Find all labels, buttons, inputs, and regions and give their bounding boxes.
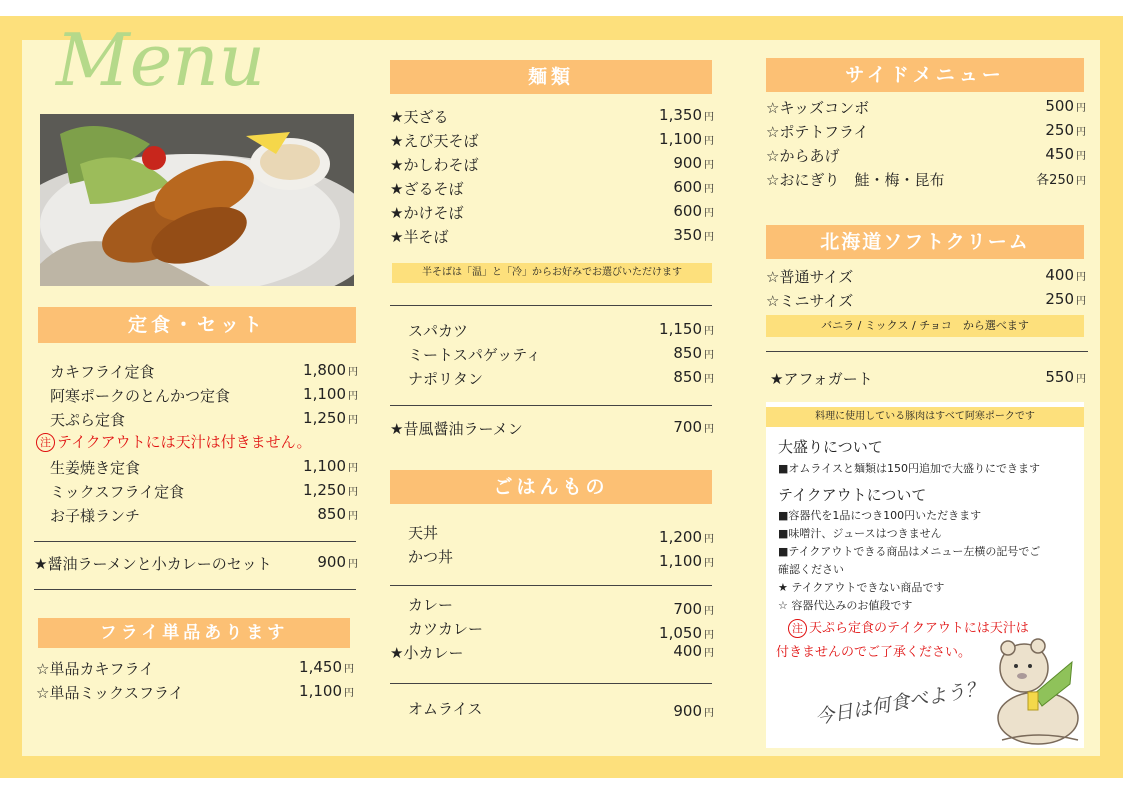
takeout-line: ■容器代を1品につき100円いただきます [778,509,982,522]
menu-item: お子様ランチ 850 円 [50,505,358,525]
menu-item: ★天ざる 1,350 円 [390,106,714,126]
bear-illustration [992,634,1082,746]
menu-item: ★小カレー 400 円 [390,642,714,662]
menu-item: ☆普通サイズ 400 円 [766,266,1086,286]
divider [766,351,1088,352]
menu-item-price: 700 円 [673,600,714,618]
menu-item: かつ丼 [408,548,454,566]
set-item: ★醤油ラーメンと小カレーのセット 900 円 [34,553,358,573]
menu-item: ☆ミニサイズ 250 円 [766,290,1086,310]
soba-note: 半そばは「温」と「冷」からお好みでお選びいただけます [392,263,712,283]
menu-item: 生姜焼き定食 1,100 円 [50,457,358,477]
menu-item-price: 1,050 円 [659,624,714,642]
takeout-title: テイクアウトについて [778,486,927,504]
menu-item: ★半そば 350 円 [390,226,714,246]
menu-item: ★ざるそば 600 円 [390,178,714,198]
menu-item: ミックスフライ定食 1,250 円 [50,481,358,501]
divider [390,405,712,406]
info-box [766,402,1084,748]
soft-header: 北海道ソフトクリーム [766,225,1084,259]
menu-item: 阿寒ポークのとんかつ定食 1,100 円 [50,385,358,405]
divider [390,305,712,306]
caution-mark: 注 [36,433,55,452]
divider [390,585,712,586]
takeout-line: ☆ 容器代込みのお値段です [778,599,913,612]
menu-item: ☆単品カキフライ 1,450 円 [36,658,354,678]
menu-item: ☆キッズコンボ 500 円 [766,97,1086,117]
menu-item: オムライス [408,700,483,718]
gohan-header: ごはんもの [390,470,712,504]
soft-note: バニラ / ミックス / チョコ から選べます [766,315,1084,337]
menu-item: ナポリタン 850 円 [408,368,714,388]
menu-item: カツカレー [408,620,484,638]
takeout-line: ■味噌汁、ジュースはつきません [778,527,942,540]
menu-item: カキフライ定食 1,800 円 [50,361,358,381]
takeout-line: ★ テイクアウトできない商品です [778,581,945,594]
teishoku-header: 定食・セット [38,307,356,343]
oomori-text: ■オムライスと麺類は150円追加で大盛りにできます [778,462,1040,475]
divider [390,683,712,684]
menu-title: Menu [56,18,266,102]
men-header: 麺類 [390,60,712,94]
menu-item: ★かけそば 600 円 [390,202,714,222]
menu-item: ☆からあげ 450 円 [766,145,1086,165]
menu-item: ☆ポテトフライ 250 円 [766,121,1086,141]
pork-note: 料理に使用している豚肉はすべて阿寒ポークです [766,407,1084,427]
red-notice: 注 天ぷら定食のテイクアウトには天汁は [788,617,1029,638]
menu-item: ★昔風醤油ラーメン 700 円 [390,418,714,438]
takeout-line: 確認ください [778,563,844,576]
menu-item-price: 1,100 円 [659,552,714,570]
menu-item: ミートスパゲッティ 850 円 [408,344,714,364]
menu-item: ☆単品ミックスフライ 1,100 円 [36,682,354,702]
menu-item-price: 900 円 [673,702,714,720]
divider [34,589,356,590]
menu-item: スパカツ 1,150 円 [408,320,714,340]
menu-item-price: 1,200 円 [659,528,714,546]
oomori-title: 大盛りについて [778,438,883,456]
menu-item: ★アフォガート 550 円 [770,368,1086,388]
divider [34,541,356,542]
takeout-note: 注 テイクアウトには天汁は付きません。 [36,431,312,452]
food-photo [40,114,354,286]
fry-header: フライ単品あります [38,618,350,648]
side-header: サイドメニュー [766,58,1084,92]
menu-item: ☆おにぎり 鮭・梅・昆布 各250 円 [766,171,1086,189]
menu-item: ★えび天そば 1,100 円 [390,130,714,150]
handwritten-text: 今日は何食べよう？ [813,677,986,729]
menu-item: ★かしわそば 900 円 [390,154,714,174]
menu-item: カレー [408,596,454,614]
takeout-line: ■テイクアウトできる商品はメニュー左横の記号でご [778,545,1041,558]
menu-item: 天丼 [408,524,439,542]
caution-mark: 注 [788,619,807,638]
menu-item: 天ぷら定食 1,250 円 [50,409,358,429]
red-notice-2: 付きませんのでご了承ください。 [776,645,972,660]
